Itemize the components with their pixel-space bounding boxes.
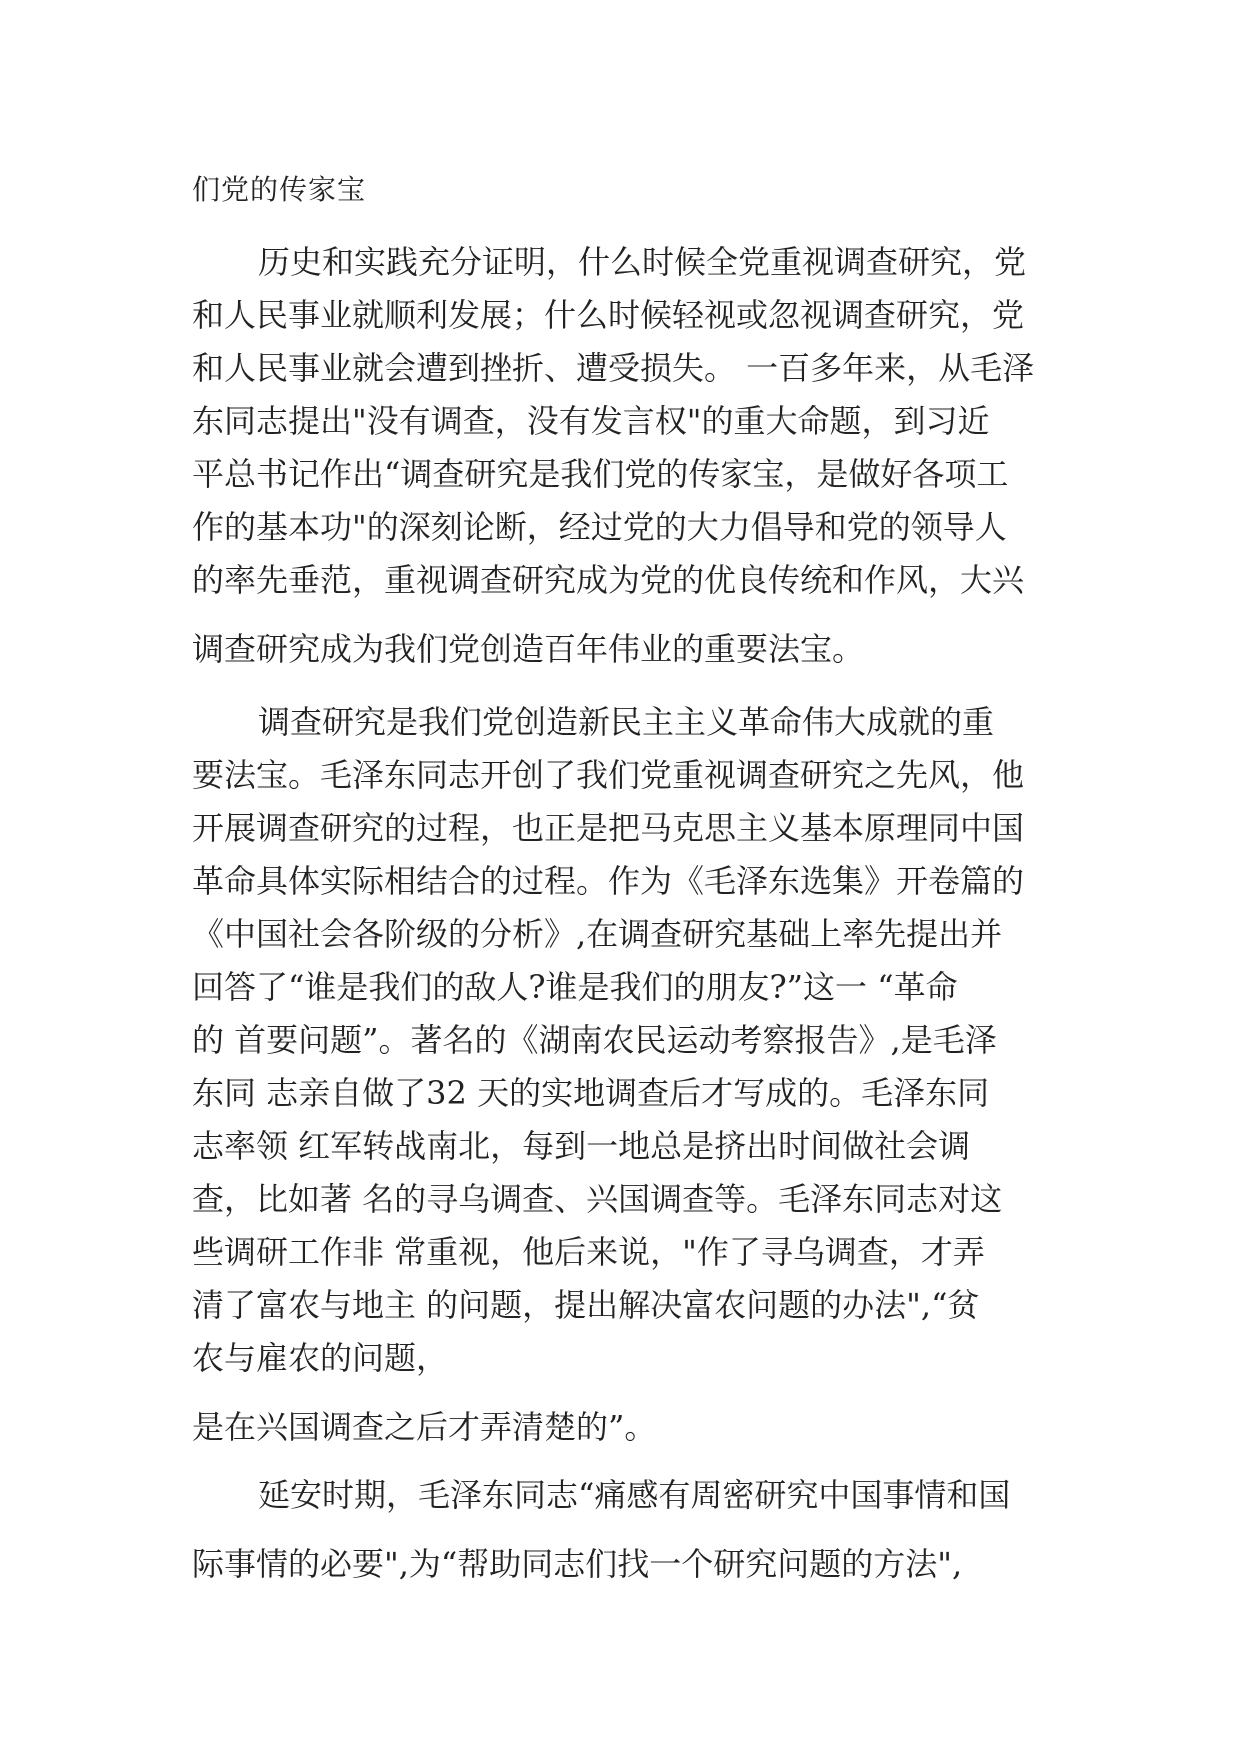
text-line-20: 些调研工作非 常重视，他后来说，"作了寻乌调查，才弄 <box>192 1233 985 1271</box>
text-line-24: 延安时期，毛泽东同志“痛感有周密研究中国事情和国 <box>258 1476 1011 1514</box>
text-line-17: 东同 志亲自做了32 天的实地调查后才写成的。毛泽东同 <box>192 1074 990 1112</box>
text-line-5: 东同志提出"没有调查，没有发言权"的重大命题，到习近 <box>192 402 990 440</box>
text-line-1: 们党的传家宝 <box>192 173 367 206</box>
text-line-22: 农与雇农的问题， <box>192 1339 449 1377</box>
text-line-6: 平总书记作出“调查研究是我们党的传家宝，是做好各项工 <box>192 455 1009 493</box>
text-line-18: 志率领 红军转战南北，每到一地总是挤出时间做社会调 <box>192 1127 971 1165</box>
text-line-13: 革命具体实际相结合的过程。作为《毛泽东选集》开卷篇的 <box>192 862 1025 900</box>
text-line-16: 的 首要问题”。著名的《湖南农民运动考察报告》,是毛泽 <box>192 1021 997 1059</box>
text-line-9: 调查研究成为我们党创造百年伟业的重要法宝。 <box>192 630 865 668</box>
text-line-25: 际事情的必要",为“帮助同志们找一个研究问题的方法", <box>192 1545 963 1583</box>
text-line-21: 清了富农与地主 的问题，提出解决富农问题的办法",“贫 <box>192 1286 980 1324</box>
text-line-10: 调查研究是我们党创造新民主主义革命伟大成就的重 <box>258 703 995 741</box>
text-line-12: 开展调查研究的过程，也正是把马克思主义基本原理同中国 <box>192 809 1025 847</box>
text-line-23: 是在兴国调查之后才弄清楚的”。 <box>192 1408 657 1446</box>
text-line-3: 和人民事业就顺利发展；什么时候轻视或忽视调查研究，党 <box>192 296 1025 334</box>
text-line-7: 作的基本功"的深刻论断，经过党的大力倡导和党的领导人 <box>192 508 1007 546</box>
text-line-15: 回答了“谁是我们的敌人?谁是我们的朋友?”这一 “革命 <box>192 968 958 1006</box>
text-line-4: 和人民事业就会遭到挫折、遭受损失。 一百多年来，从毛泽 <box>192 349 1035 387</box>
text-line-2: 历史和实践充分证明，什么时候全党重视调查研究，党 <box>258 243 1027 281</box>
text-line-11: 要法宝。毛泽东同志开创了我们党重视调查研究之先风，他 <box>192 756 1025 794</box>
text-line-8: 的率先垂范，重视调查研究成为党的优良传统和作风，大兴 <box>192 561 1025 599</box>
text-line-14: 《中国社会各阶级的分析》,在调查研究基础上率先提出并 <box>192 915 1003 953</box>
text-line-19: 查，比如著 名的寻乌调查、兴国调查等。毛泽东同志对这 <box>192 1180 1003 1218</box>
